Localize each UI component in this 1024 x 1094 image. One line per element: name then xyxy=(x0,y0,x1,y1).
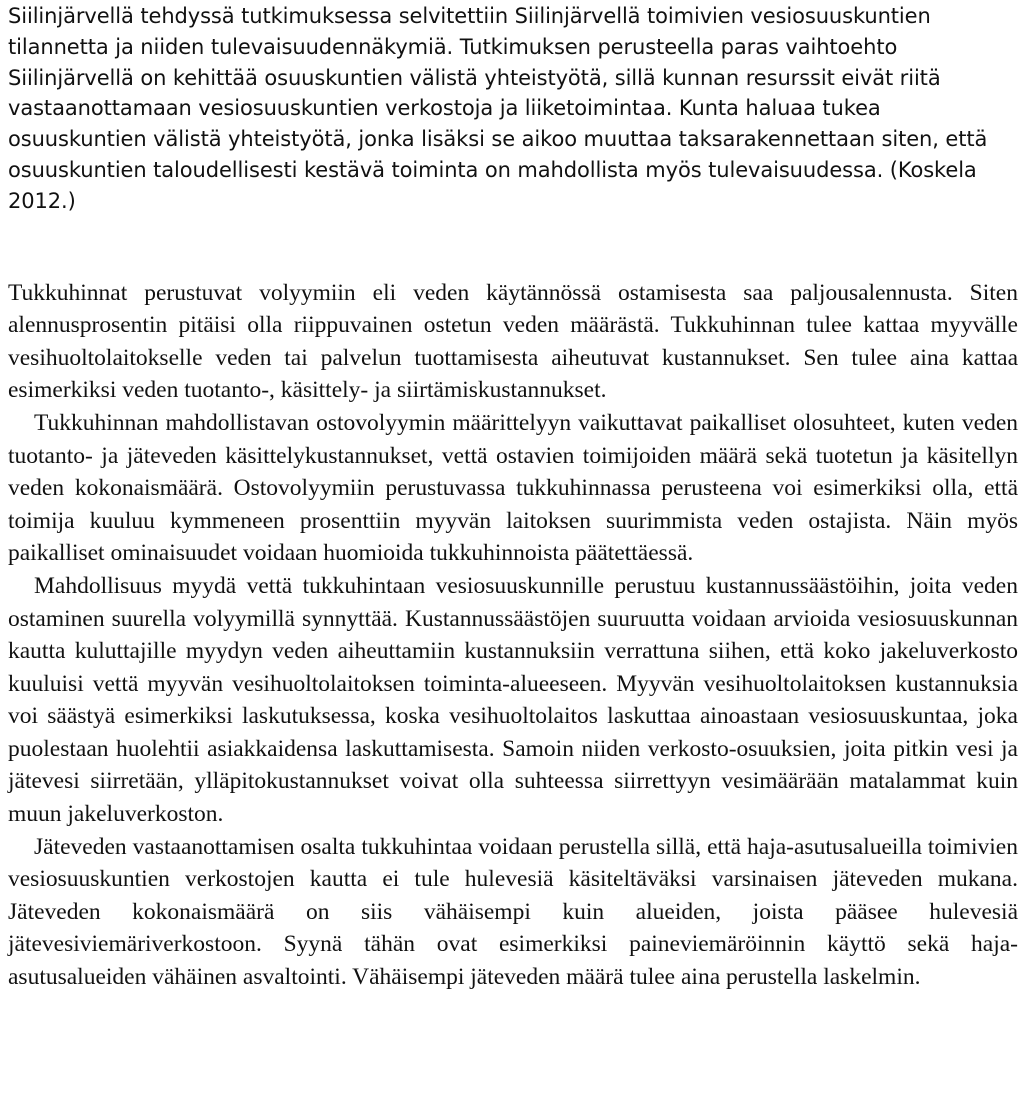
body-paragraph-3: Mahdollisuus myydä vettä tukkuhintaan vesiosuuskunnille perustuu kustannussäästöihin, joita veden ostaminen suurella volyymillä synnyttää. Kustannussäästöjen suuruutta voidaan arvioida vesiosuuskunnan kautta kuluttajille myydyn veden aiheuttamiin kustannuksiin verrattuna siihen, että koko jakeluverkosto kuuluisi vettä myyvän vesihuoltolaitoksen toiminta-alueeseen. Myyvän vesihuoltolaitoksen kustannuksia voi säästyä esimerkiksi laskutuksessa, koska vesihuoltolaitos laskuttaa ainoastaan vesiosuuskuntaa, joka puolestaan huolehtii asiakkaidensa laskuttamisesta. Samoin niiden verkosto-osuuksien, joita pitkin vesi ja jätevesi siirretään, ylläpitokustannukset voivat olla suhteessa siirrettyyn vesimäärään matalammat kuin muun jakeluverkoston. xyxy=(8,572,1018,828)
main-body-text xyxy=(8,277,1018,994)
body-paragraph-2: Tukkuhinnan mahdollistavan ostovolyymin määrittelyyn vaikuttavat paikalliset olosuhteet, kuten veden tuotanto- ja jäteveden käsittelykustannukset, vettä ostavien toimijoiden määrä sekä tuotetun ja käsitellyn veden kokonaismäärä. Ostovolyymiin perustuvassa tukkuhinnassa perusteena voi esimerkiksi olla, että toimija kuuluu kymmeneen prosenttiin myyvän laitoksen suurimmista veden ostajista. Näin myös paikalliset ominaisuudet voidaan huomioida tukkuhinnoista päätettäessä. xyxy=(8,409,1018,567)
body-paragraph-1: Tukkuhinnat perustuvat volyymiin eli veden käytännössä ostamisesta saa paljousalennusta. Siten alennusprosentin pitäisi olla riippuvainen ostetun veden määrästä. Tukkuhinnan tulee kattaa myyvälle vesihuoltolaitokselle veden tai palvelun tuottamisesta aiheutuvat kustannukset. Sen tulee aina kattaa esimerkiksi veden tuotanto-, käsittely- ja siirtämiskustannukset. xyxy=(8,279,1018,404)
case-example-paragraph: Siilinjärvellä tehdyssä tutkimuksessa selvitettiin Siilinjärvellä toimivien vesiosuuskuntien tilannetta ja niiden tulevaisuudennäkymiä. Tutkimuksen perusteella paras vaihtoehto Siilinjärvellä on kehittää osuuskuntien välistä yhteistyötä, sillä kunnan resurssit eivät riitä vastaanottamaan vesiosuuskuntien verkostoja ja liiketoimintaa. Kunta haluaa tukea osuuskuntien välistä yhteistyötä, jonka lisäksi se aikoo muuttaa taksarakennettaan siten, että osuuskuntien taloudellisesti kestävä toiminta on mahdollista myös tulevaisuudessa. (Koskela 2012.) xyxy=(8,4,988,213)
body-paragraph-4: Jäteveden vastaanottamisen osalta tukkuhintaa voidaan perustella sillä, että haja-asutusalueilla toimivien vesiosuuskuntien verkostojen kautta ei tule hulevesiä käsiteltäväksi varsinaisen jäteveden mukana. Jäteveden kokonaismäärä on siis vähäisempi kuin alueiden, joista pääsee hulevesiä jätevesiviemäriverkostoon. Syynä tähän ovat esimerkiksi paineviemäröinnin käyttö sekä haja-asutusalueiden vähäinen asvaltointi. Vähäisempi jäteveden määrä tulee aina perustella laskelmin. xyxy=(8,833,1018,991)
